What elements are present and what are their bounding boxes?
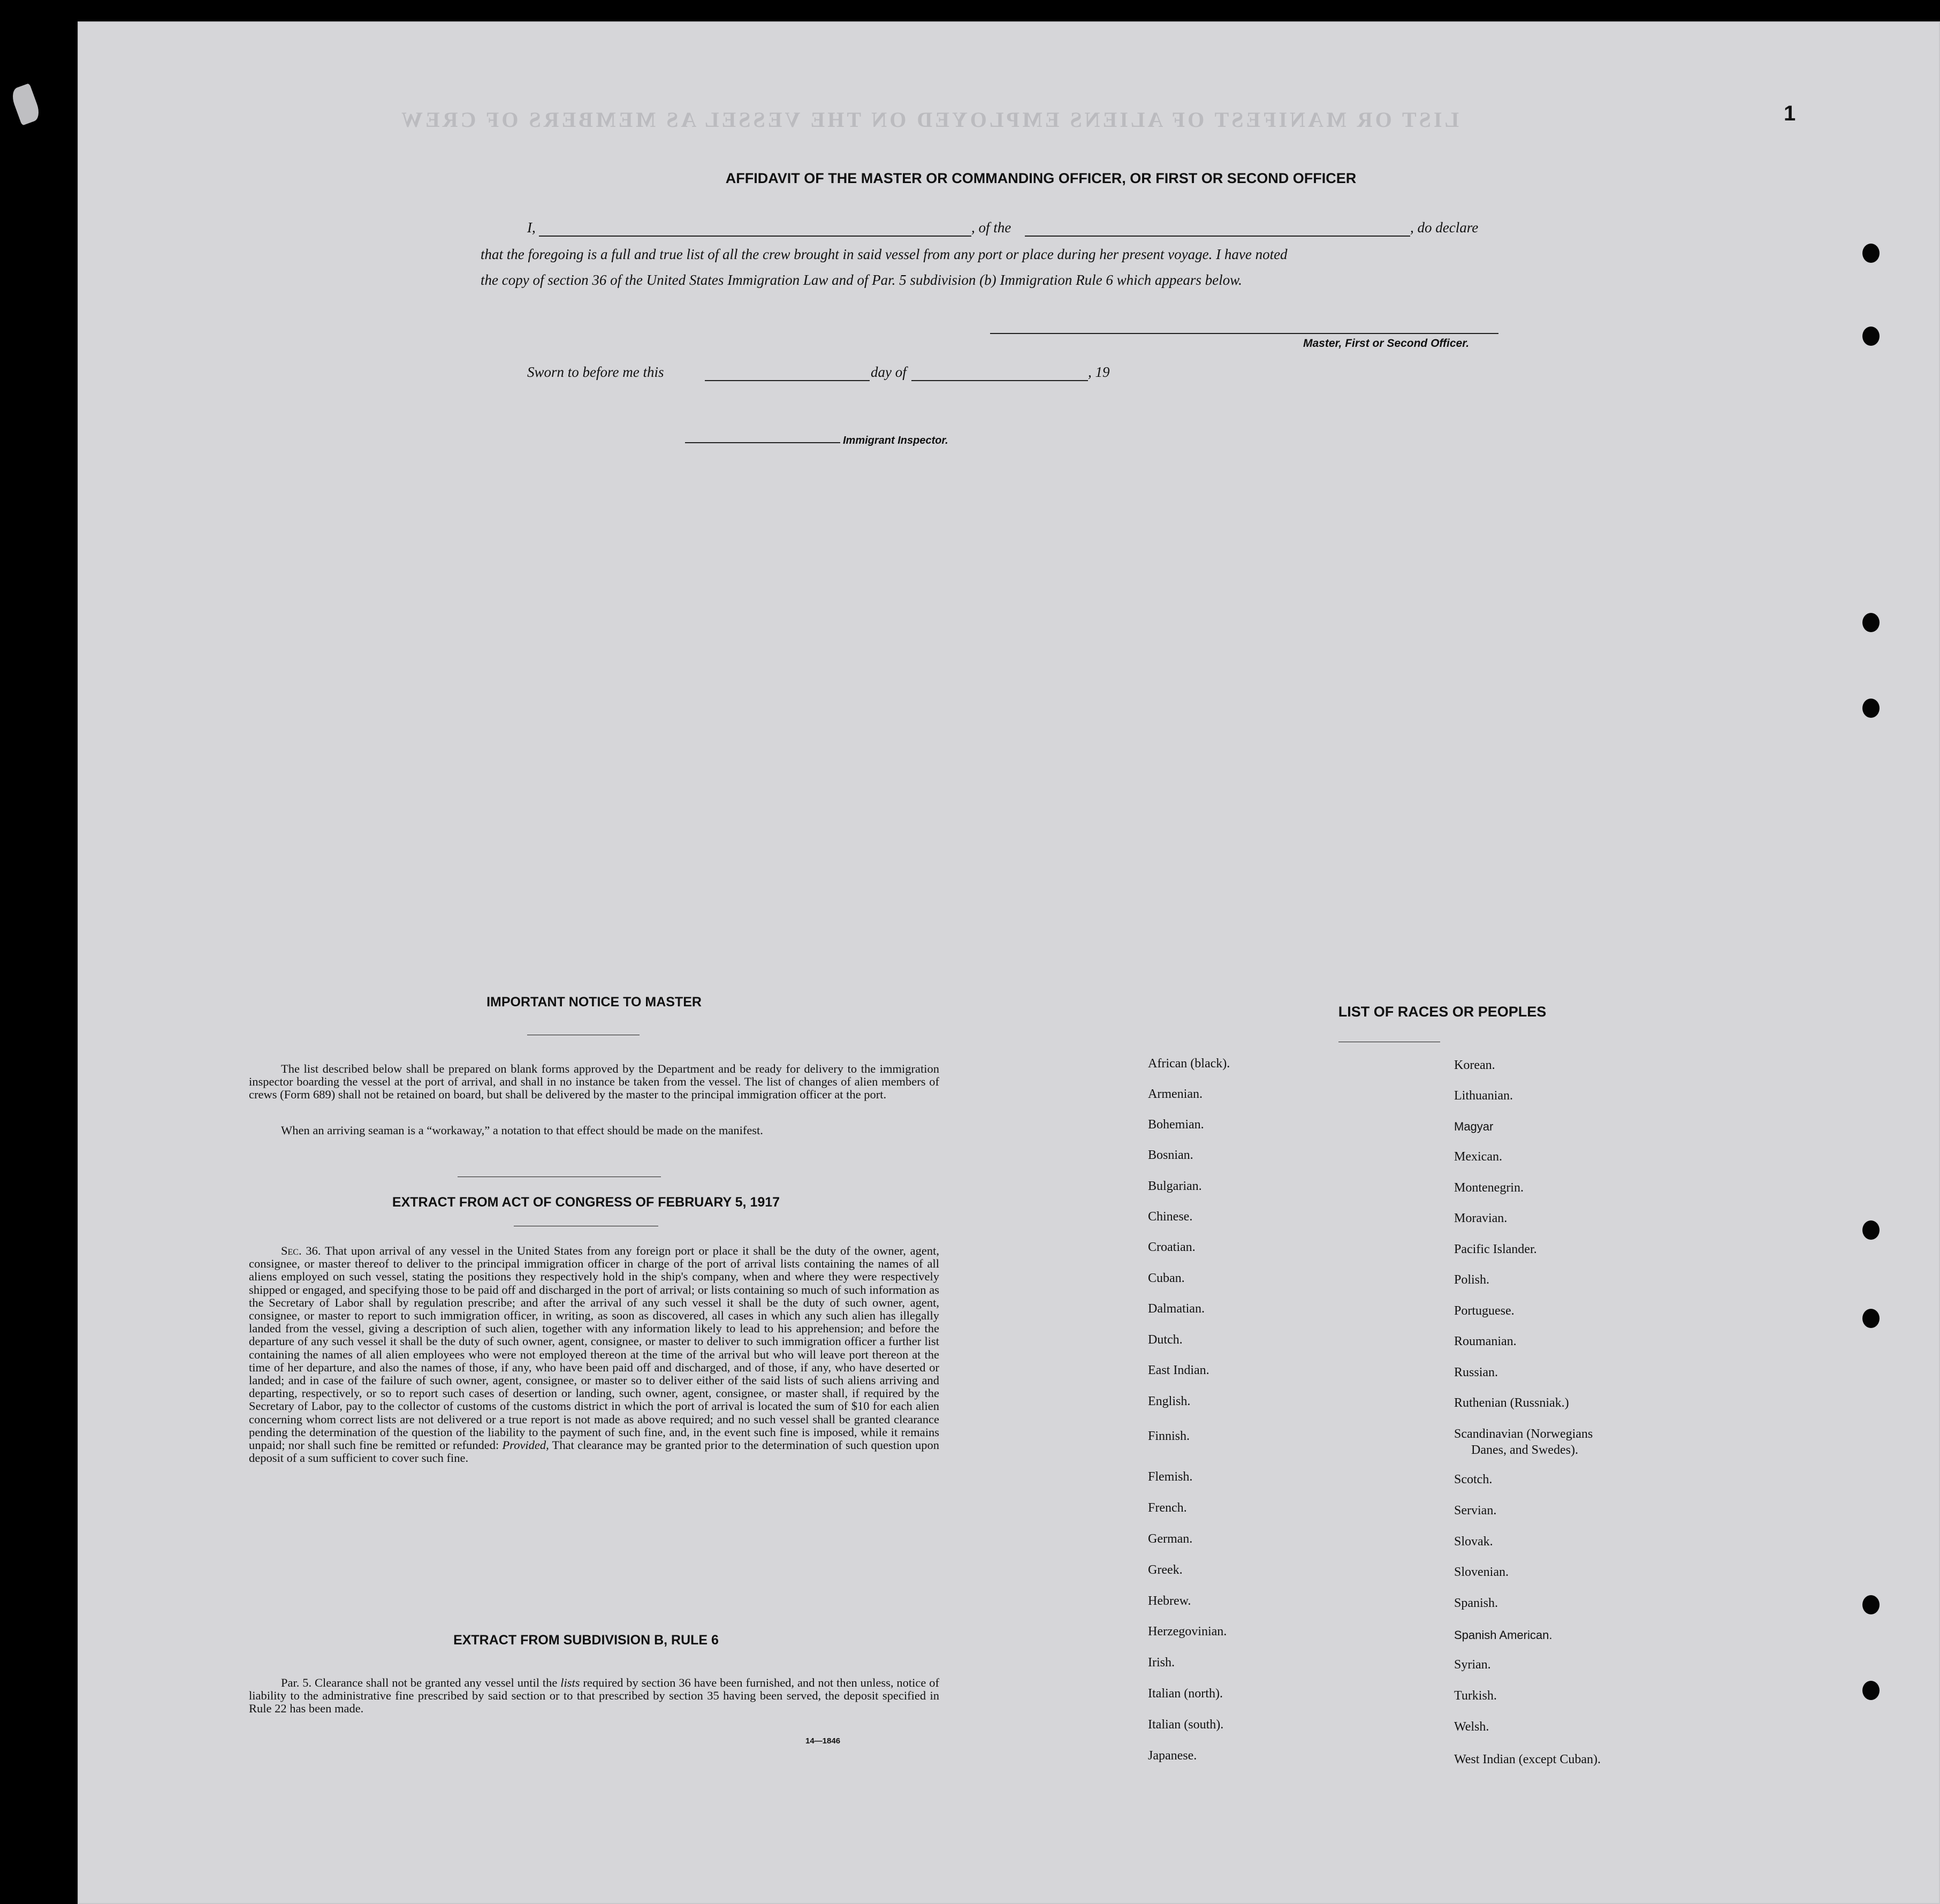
- affidavit-line-2: that the foregoing is a full and true list of all the crew brought in said vessel from any port or place during her present voyage. I have noted: [481, 246, 1288, 262]
- race-item: Dalmatian.: [1148, 1302, 1205, 1316]
- rule-text: [249, 1677, 939, 1716]
- race-item: Italian (north).: [1148, 1687, 1223, 1701]
- binder-hole: [1862, 244, 1880, 263]
- rule-title: EXTRACT FROM SUBDIVISION B, RULE 6: [453, 1633, 719, 1648]
- binder-hole: [1862, 1220, 1880, 1240]
- race-item: Japanese.: [1148, 1749, 1197, 1763]
- affidavit-of-the-label: , of the: [971, 219, 1011, 236]
- race-item: West Indian (except Cuban).: [1454, 1753, 1601, 1766]
- affidavit-title: AFFIDAVIT OF THE MASTER OR COMMANDING OFFICER, OR FIRST OR SECOND OFFICER: [725, 170, 1357, 186]
- inspector-caption: Immigrant Inspector.: [843, 435, 948, 446]
- race-item: Spanish American.: [1454, 1628, 1553, 1642]
- race-item: Flemish.: [1148, 1470, 1193, 1484]
- race-item: Montenegrin.: [1454, 1181, 1524, 1195]
- master-signature-line[interactable]: [990, 333, 1498, 334]
- act-title: EXTRACT FROM ACT OF CONGRESS OF FEBRUARY 5, 1917: [392, 1195, 780, 1210]
- notice-para-1: The list described below shall be prepared on blank forms approved by the Department and be ready for delivery to the immigration inspector boarding the vessel at the port of arrival, and shall in no instance be taken from the vessel. The list of changes of alien members of crews (Form 689) shall not be retained on board, but shall be delivered by the master to the principal immigration officer at the port.: [249, 1062, 939, 1101]
- year-label: , 19: [1088, 364, 1110, 380]
- notice-title: IMPORTANT NOTICE TO MASTER: [486, 995, 702, 1010]
- act-provided-label: Provided,: [502, 1438, 549, 1452]
- race-item: Danes, and Swedes).: [1471, 1443, 1578, 1457]
- race-item: Russian.: [1454, 1366, 1498, 1379]
- sworn-day-blank[interactable]: [705, 380, 870, 381]
- race-item: Slovenian.: [1454, 1565, 1509, 1579]
- race-item: Korean.: [1454, 1058, 1495, 1072]
- race-item: Scandinavian (Norwegians: [1454, 1427, 1593, 1441]
- race-item: Finnish.: [1148, 1429, 1190, 1443]
- race-item: Irish.: [1148, 1656, 1175, 1670]
- act-body-end: That clearance may be granted prior to the determination of such question upon deposit of a sum sufficient to cover such fine.: [249, 1438, 940, 1465]
- race-item: Croatian.: [1148, 1240, 1196, 1254]
- race-item: Cuban.: [1148, 1271, 1185, 1285]
- rule-par-start: Par. 5. Clearance shall not be granted any vessel until the: [281, 1676, 558, 1689]
- master-signature-caption: Master, First or Second Officer.: [1303, 337, 1470, 350]
- race-item: Welsh.: [1454, 1720, 1489, 1734]
- race-item: Roumanian.: [1454, 1334, 1517, 1348]
- race-item: Syrian.: [1454, 1658, 1491, 1672]
- race-item: Scotch.: [1454, 1473, 1493, 1486]
- page-number: 1: [1784, 102, 1796, 125]
- race-item: East Indian.: [1148, 1363, 1209, 1377]
- races-title: LIST OF RACES OR PEOPLES: [1338, 1004, 1547, 1020]
- affidavit-line-3: the copy of section 36 of the United States Immigration Law and of Par. 5 subdivision (b) Immigration Rule 6 which appears below.: [481, 272, 1242, 288]
- rule-par-end: required by section 36 have been furnished, and not then unless, notice of liability to the administrative fine prescribed by said section or to that prescribed by section 35 having been served, the deposit specified in Rule 22 has been made.: [249, 1676, 940, 1716]
- binder-hole: [1862, 327, 1880, 346]
- race-item: English.: [1148, 1394, 1191, 1408]
- manifest-page: [78, 21, 1940, 1904]
- race-item: Servian.: [1454, 1504, 1497, 1518]
- race-item: German.: [1148, 1532, 1193, 1546]
- race-item: Italian (south).: [1148, 1718, 1224, 1732]
- race-item: Ruthenian (Russniak.): [1454, 1396, 1569, 1410]
- race-item: Slovak.: [1454, 1535, 1493, 1549]
- race-item: Bosnian.: [1148, 1148, 1193, 1162]
- sworn-month-blank[interactable]: [911, 380, 1088, 381]
- race-item: Portuguese.: [1454, 1304, 1515, 1318]
- race-item: Bohemian.: [1148, 1118, 1204, 1132]
- act-text: [249, 1245, 939, 1465]
- bleed-through-title: LIST OR MANIFEST OF ALIENS EMPLOYED ON THE VESSEL AS MEMBERS OF CREW: [399, 108, 1459, 132]
- race-item: Greek.: [1148, 1563, 1183, 1577]
- notice-para-2: When an arriving seaman is a “workaway,” a notation to that effect should be made on the manifest.: [281, 1124, 763, 1137]
- race-item: Mexican.: [1454, 1150, 1502, 1164]
- affidavit-do-declare: , do declare: [1410, 219, 1479, 236]
- name-blank[interactable]: [539, 236, 971, 237]
- act-sec-label: Sec. 36.: [281, 1244, 321, 1257]
- binder-hole: [1862, 699, 1880, 718]
- act-body: That upon arrival of any vessel in the United States from any foreign port or place it shall be the duty of the owner, agent, consignee, or master thereof to deliver to the principal immigration officer in charge of the port of arrival lists containing the names of all aliens employed on such vessel, stating the positions they respectively hold in the ship's company, when and where they were respectively shipped or engaged, and specifying those to be paid off and discharged in the port of arrival; or lists containing so much of such information as the Secretary of Labor shall by regulation prescribe; and after the arrival of any such vessel it shall be the duty of such owner, agent, consignee, or master to report to such immigration officer, in writing, as soon as discovered, all cases in which any such alien has illegally landed from the vessel, giving a description of such alien, together with any information likely to lead to his apprehension; and before the departure of any such vessel it shall be the duty of such owner, agent, consignee, or master to deliver to such immigration officer a further list containing the names of all alien employees who were not employed thereon at the time of the arrival but who will leave port thereon at the time of her departure, and also the names of those, if any, who have been paid off and discharged, and of those, if any, who have deserted or landed; and in case of the failure of such owner, agent, consignee, or master so to deliver either of the said lists of such aliens arriving and departing, respectively, or so to report such cases of desertion or landing, such owner, agent, consignee, or master shall, if required by the Secretary of Labor, pay to the collector of customs of the customs district in which the port of arrival is located the sum of $10 for each alien concerning whom correct lists are not delivered or a true report is not made as above required; and no such vessel shall be granted clearance pending the determination of the question of the liability to the payment of such fine, and, in the event such fine is imposed, while it remains unpaid; nor shall such fine be remitted or refunded:: [249, 1244, 940, 1452]
- race-item: Armenian.: [1148, 1087, 1203, 1101]
- affidavit-line-1: [527, 219, 1597, 241]
- binder-hole: [1862, 613, 1880, 632]
- race-item: African (black).: [1148, 1057, 1230, 1071]
- race-item: Bulgarian.: [1148, 1179, 1202, 1193]
- day-of-label: day of: [871, 364, 907, 380]
- race-item: French.: [1148, 1501, 1187, 1515]
- paper-fragment: [9, 83, 42, 125]
- sworn-label: Sworn to before me this: [527, 364, 664, 380]
- affidavit-i-label: I,: [527, 219, 536, 236]
- race-item: Turkish.: [1454, 1689, 1497, 1703]
- race-item: Pacific Islander.: [1454, 1242, 1537, 1256]
- race-item: Spanish.: [1454, 1596, 1498, 1610]
- race-item: Lithuanian.: [1454, 1089, 1513, 1103]
- binder-hole: [1862, 1595, 1880, 1614]
- binder-hole: [1862, 1681, 1880, 1700]
- binder-hole: [1862, 1309, 1880, 1328]
- rule-lists-label: lists: [560, 1676, 580, 1689]
- race-item: Moravian.: [1454, 1211, 1508, 1225]
- sworn-line: [527, 364, 1223, 385]
- race-item: Chinese.: [1148, 1210, 1193, 1224]
- form-number: 14—1846: [805, 1736, 841, 1746]
- inspector-signature-line[interactable]: [685, 442, 840, 443]
- race-item: Polish.: [1454, 1273, 1490, 1287]
- race-item: Herzegovinian.: [1148, 1625, 1227, 1638]
- race-item: Magyar: [1454, 1120, 1494, 1133]
- race-item: Hebrew.: [1148, 1594, 1191, 1608]
- race-item: Dutch.: [1148, 1333, 1183, 1347]
- vessel-blank[interactable]: [1025, 236, 1410, 237]
